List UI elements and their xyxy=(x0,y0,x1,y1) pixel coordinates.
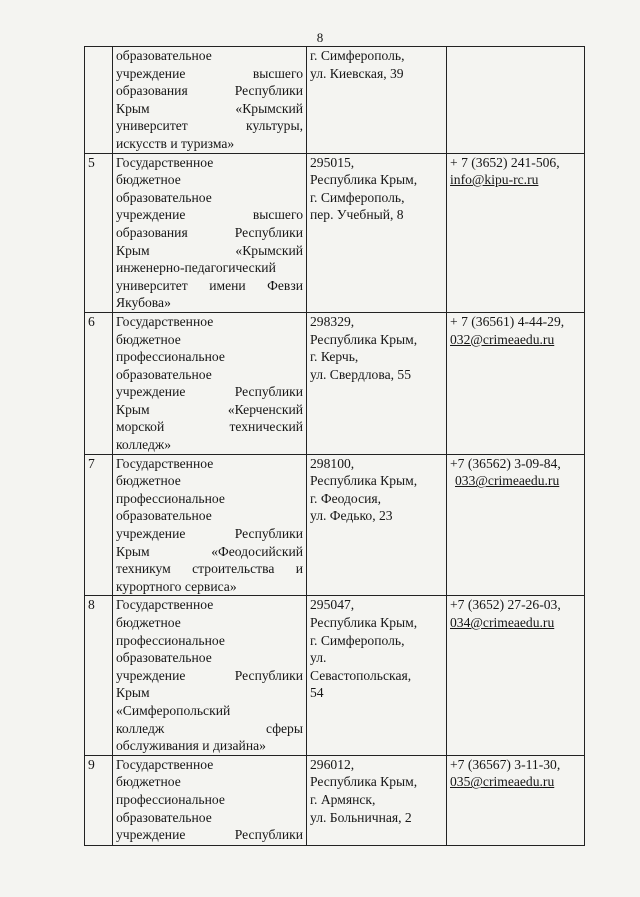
address-line: Республика Крым, xyxy=(310,331,418,347)
name-line: бюджетное xyxy=(116,473,181,489)
name-line: колледж сферы xyxy=(116,720,303,736)
name-line: Якубова» xyxy=(116,295,171,311)
name-line: Государственное xyxy=(116,756,214,772)
email-link[interactable]: 033@crimeaedu.ru xyxy=(455,473,560,489)
address-line: ул. Киевская, 39 xyxy=(310,65,404,81)
name-line: университет культуры, xyxy=(116,118,303,134)
name-line: техникум строительства и xyxy=(116,561,303,577)
email-line xyxy=(450,773,581,791)
address-line: Севастопольская, xyxy=(310,667,412,683)
institution-name xyxy=(113,312,307,454)
name-line: учреждение высшего xyxy=(116,207,303,223)
name-line: образовательное xyxy=(116,189,212,205)
institution-name xyxy=(113,153,307,312)
email-link[interactable]: info@kipu-rc.ru xyxy=(450,172,539,188)
institution-contacts xyxy=(447,153,585,312)
name-line: Государственное xyxy=(116,313,214,329)
name-line: образовательное xyxy=(116,366,212,382)
institution-name xyxy=(113,755,307,845)
institution-name xyxy=(113,596,307,755)
address-line: 295015, xyxy=(310,154,355,170)
institution-contacts xyxy=(447,47,585,154)
phone-number: +7 (36567) 3-11-30, xyxy=(450,756,561,772)
page-number: 8 xyxy=(316,30,324,45)
email-line xyxy=(450,614,581,632)
name-line: образовательное xyxy=(116,508,212,524)
address-line: г. Армянск, xyxy=(310,791,376,807)
institution-name xyxy=(113,47,307,154)
phone-number: +7 (3652) 27-26-03, xyxy=(450,597,561,613)
name-line: образовательное xyxy=(116,809,212,825)
table-row xyxy=(85,596,585,755)
name-line: образования Республики xyxy=(116,224,303,240)
email-link[interactable]: 032@crimeaedu.ru xyxy=(450,331,555,347)
table-row xyxy=(85,312,585,454)
institution-address xyxy=(307,47,447,154)
name-line: бюджетное xyxy=(116,774,181,790)
address-line: Республика Крым, xyxy=(310,774,418,790)
institution-contacts xyxy=(447,312,585,454)
name-line: учреждение Республики xyxy=(116,827,303,843)
row-number: 6 xyxy=(85,312,113,454)
address-line: г. Симферополь, xyxy=(310,632,405,648)
phone-number: + 7 (36561) 4-44-29, xyxy=(450,313,565,329)
address-line: Республика Крым, xyxy=(310,473,418,489)
name-line: «Симферопольский xyxy=(116,702,231,718)
institution-address xyxy=(307,312,447,454)
name-line: бюджетное xyxy=(116,615,181,630)
address-line: ул. Больничная, 2 xyxy=(310,809,412,825)
name-line: профессиональное xyxy=(116,632,225,648)
institution-contacts xyxy=(447,596,585,755)
row-number: 7 xyxy=(85,454,113,596)
address-line: 54 xyxy=(310,685,324,701)
institution-address xyxy=(307,454,447,596)
name-line: учреждение Республики xyxy=(116,526,303,542)
address-line: 298100, xyxy=(310,455,355,471)
address-line: г. Симферополь, xyxy=(310,48,405,63)
row-number: 9 xyxy=(85,755,113,845)
address-line: 298329, xyxy=(310,313,355,329)
name-line: Крым «Керченский xyxy=(116,401,303,417)
address-line: Республика Крым, xyxy=(310,172,418,188)
name-line: Государственное xyxy=(116,597,214,613)
address-line: ул. xyxy=(310,650,327,666)
name-line: профессиональное xyxy=(116,490,225,506)
name-line: Крым xyxy=(116,685,150,701)
name-line: профессиональное xyxy=(116,349,225,365)
email-link[interactable]: 035@crimeaedu.ru xyxy=(450,774,555,790)
table-row xyxy=(85,454,585,596)
email-line xyxy=(450,472,581,490)
name-line: образовательное xyxy=(116,48,212,63)
address-line: г. Керчь, xyxy=(310,349,359,365)
address-line: г. Феодосия, xyxy=(310,490,382,506)
name-line: курортного сервиса» xyxy=(116,578,237,594)
institution-address xyxy=(307,596,447,755)
address-line: г. Симферополь, xyxy=(310,189,405,205)
phone-number: +7 (36562) 3-09-84, xyxy=(450,455,561,471)
name-line: учреждение Республики xyxy=(116,667,303,683)
name-line: инженерно-педагогический xyxy=(116,260,276,276)
row-number: 8 xyxy=(85,596,113,755)
institution-contacts xyxy=(447,755,585,845)
name-line: морской технический xyxy=(116,419,303,435)
name-line: искусств и туризма» xyxy=(116,135,235,151)
address-line: ул. Свердлова, 55 xyxy=(310,366,411,382)
name-line: профессиональное xyxy=(116,791,225,807)
name-line: бюджетное xyxy=(116,331,181,347)
name-line: Крым «Крымский xyxy=(116,242,303,258)
email-link[interactable]: 034@crimeaedu.ru xyxy=(450,615,555,630)
address-line: Республика Крым, xyxy=(310,615,418,630)
email-line xyxy=(450,331,581,349)
address-line: 296012, xyxy=(310,756,355,772)
institution-contacts xyxy=(447,454,585,596)
name-line: Крым «Крымский xyxy=(116,100,303,116)
name-line: колледж» xyxy=(116,437,172,453)
address-line: 295047, xyxy=(310,597,355,613)
address-line: пер. Учебный, 8 xyxy=(310,207,404,223)
name-line: образовательное xyxy=(116,650,212,666)
address-line: ул. Федько, 23 xyxy=(310,508,393,524)
name-line: Государственное xyxy=(116,154,214,170)
name-line: Государственное xyxy=(116,455,214,471)
table-row xyxy=(85,755,585,845)
table-row xyxy=(85,47,585,154)
name-line: обслуживания и дизайна» xyxy=(116,738,266,754)
institution-address xyxy=(307,755,447,845)
name-line: бюджетное xyxy=(116,172,181,188)
phone-number: + 7 (3652) 241-506, xyxy=(450,154,560,170)
row-number: 5 xyxy=(85,153,113,312)
name-line: Крым «Феодосийский xyxy=(116,543,303,559)
name-line: учреждение Республики xyxy=(116,384,303,400)
name-line: университет имени Февзи xyxy=(116,277,303,293)
institution-name xyxy=(113,454,307,596)
name-line: образования Республики xyxy=(116,83,303,99)
table-body xyxy=(85,47,585,846)
row-number xyxy=(85,47,113,154)
institution-address xyxy=(307,153,447,312)
email-line xyxy=(450,171,581,189)
table-row xyxy=(85,153,585,312)
name-line: учреждение высшего xyxy=(116,65,303,81)
institutions-table xyxy=(84,46,585,846)
